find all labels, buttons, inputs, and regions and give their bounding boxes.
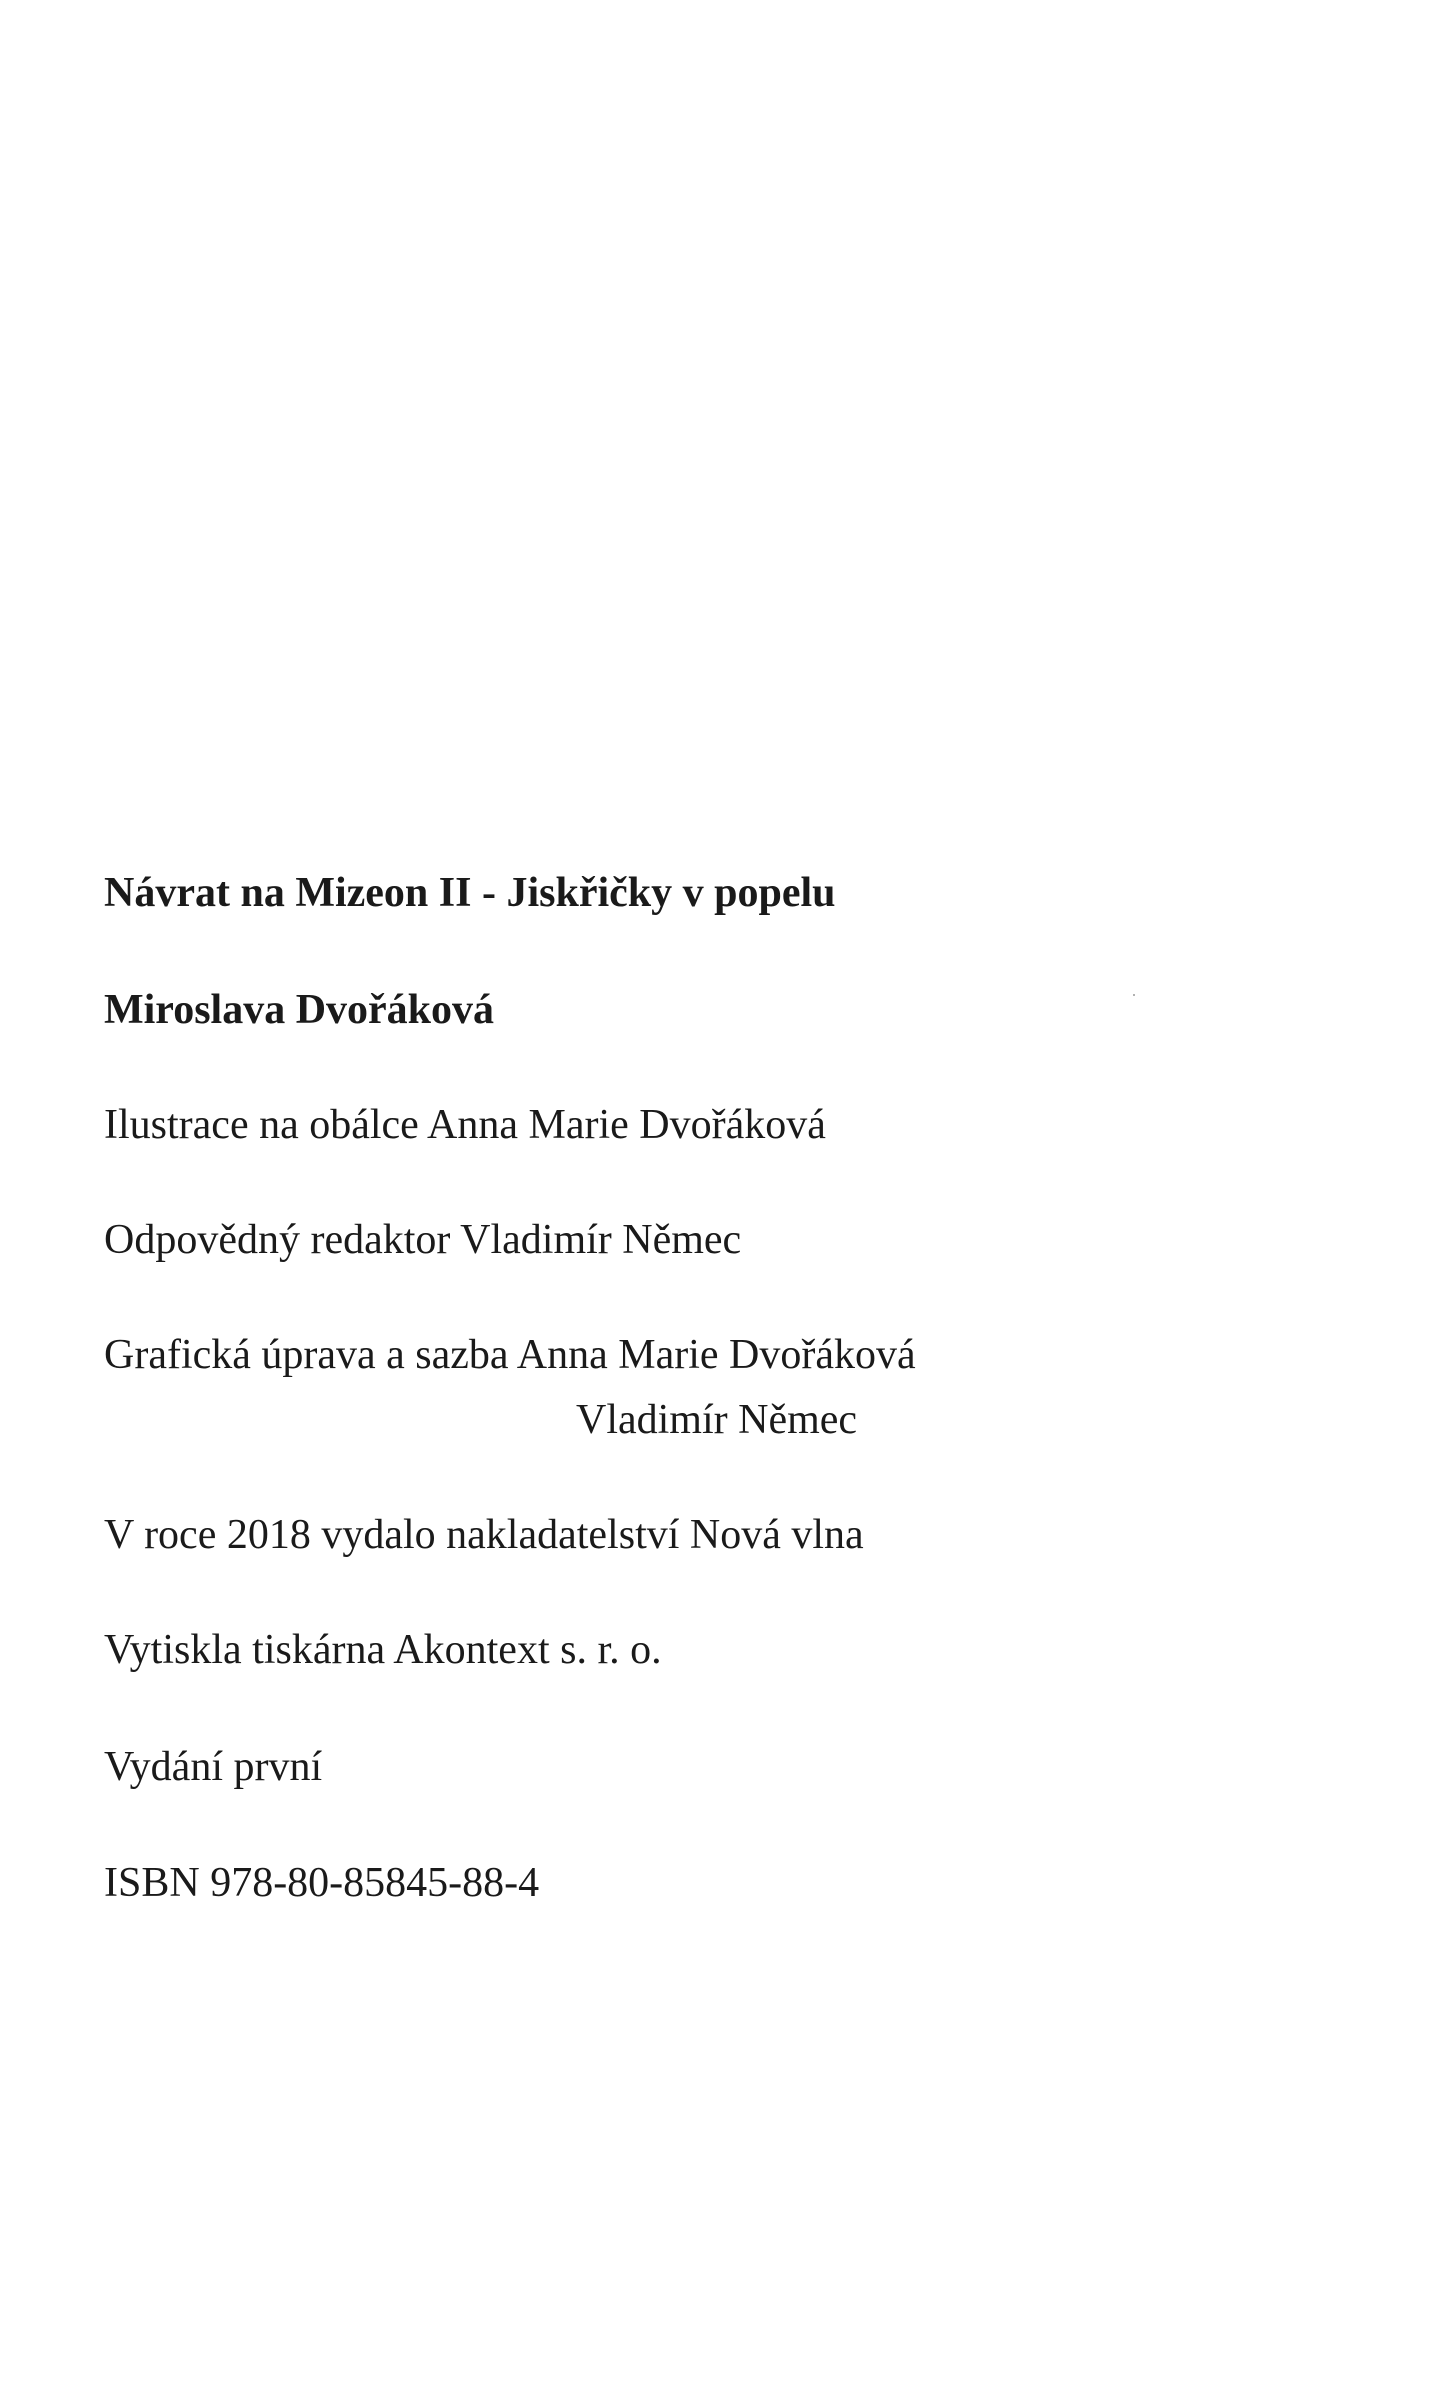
author-name: Miroslava Dvořáková: [104, 987, 495, 1033]
layout-credit-second-name: Vladimír Němec: [576, 1397, 858, 1443]
book-title: Návrat na Mizeon II - Jiskřičky v popelu: [104, 870, 836, 916]
layout-credit: Grafická úprava a sazba Anna Marie Dvořáková: [104, 1332, 916, 1378]
cover-illustration-credit: Ilustrace na obálce Anna Marie Dvořáková: [104, 1102, 826, 1148]
scan-speck: [1133, 994, 1135, 996]
isbn-line: ISBN 978-80-85845-88-4: [104, 1860, 540, 1906]
edition-line: Vydání první: [104, 1744, 323, 1790]
printer-line: Vytiskla tiskárna Akontext s. r. o.: [104, 1627, 662, 1673]
editor-credit: Odpovědný redaktor Vladimír Němec: [104, 1217, 742, 1263]
publisher-line: V roce 2018 vydalo nakladatelství Nová vlna: [104, 1512, 864, 1558]
